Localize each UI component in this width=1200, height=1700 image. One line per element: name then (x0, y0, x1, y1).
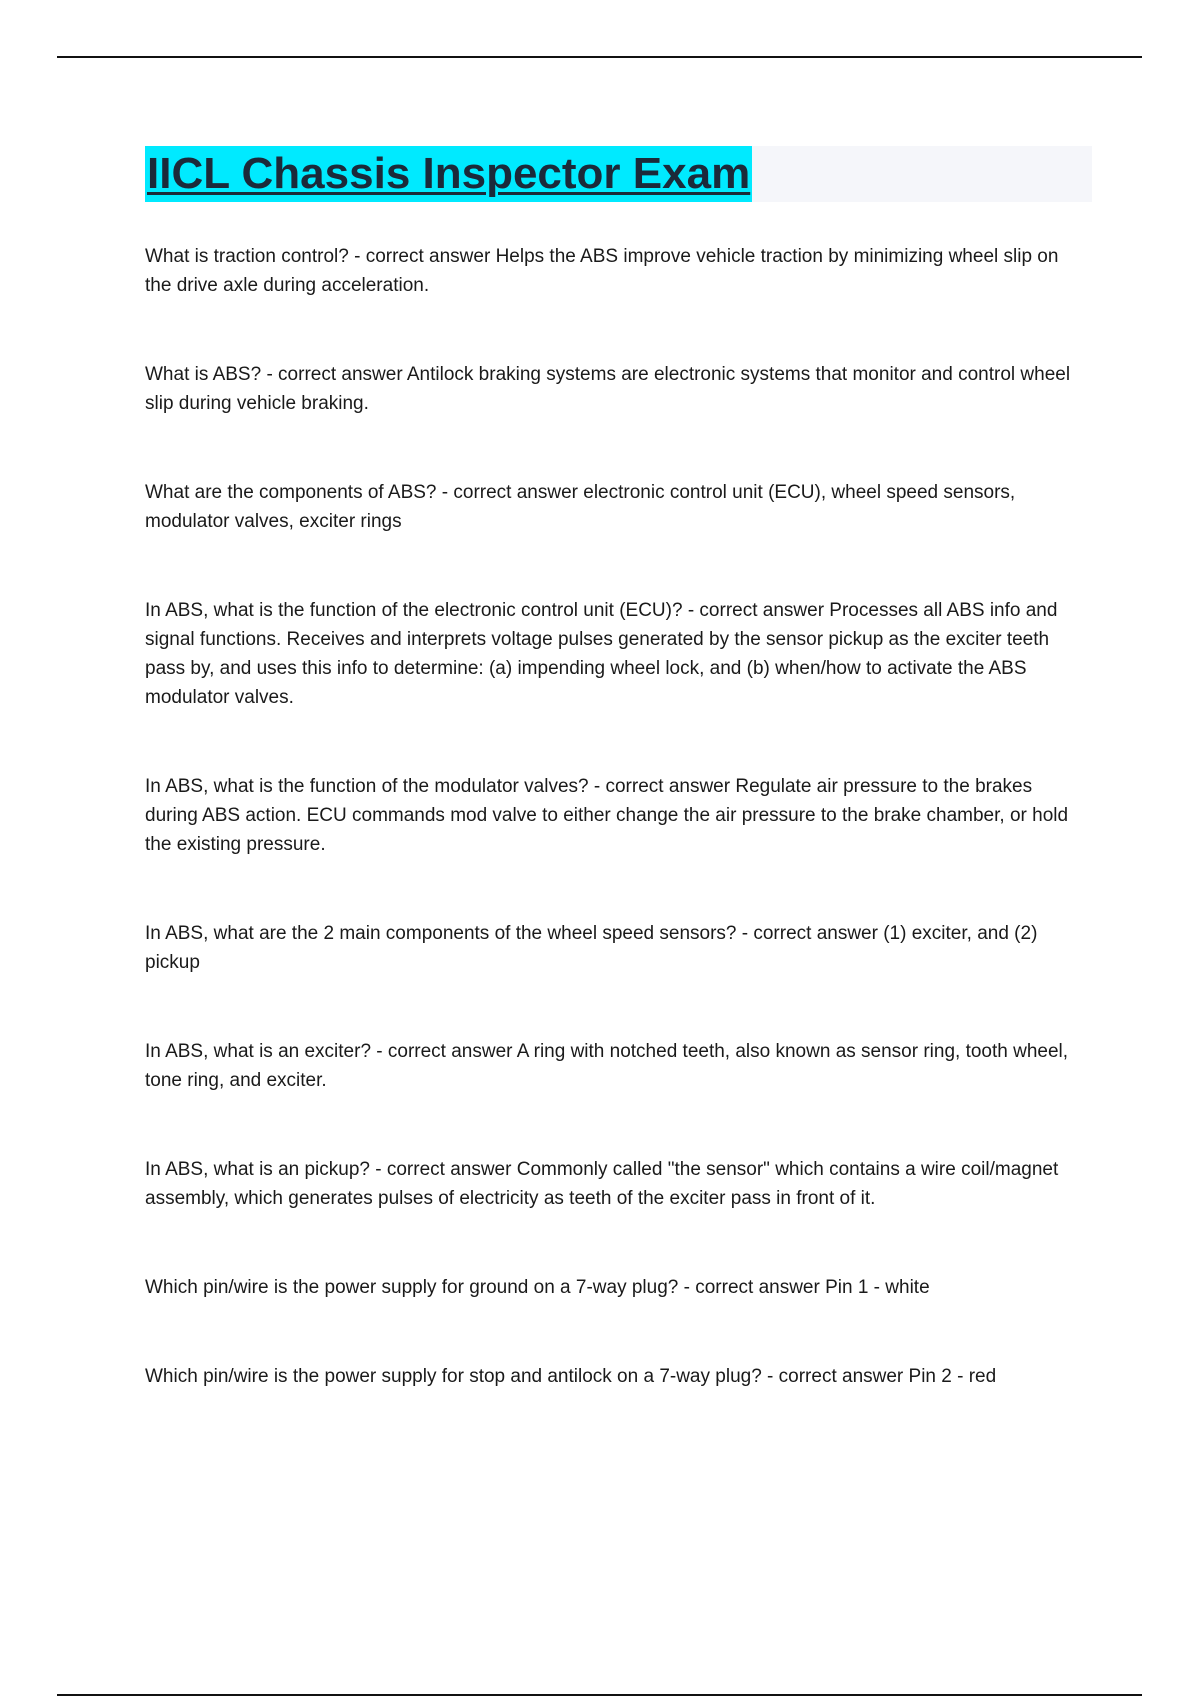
qa-entry-abs: What is ABS? - correct answer Antilock braking systems are electronic systems that monitor and control wheel slip during vehicle braking. (145, 364, 1071, 414)
page-title: IICL Chassis Inspector Exam (145, 146, 752, 202)
qa-entry-exciter: In ABS, what is an exciter? - correct answer A ring with notched teeth, also known as sensor ring, tooth wheel, tone ring, and exciter. (145, 1041, 1069, 1091)
bottom-rule (57, 1694, 1142, 1696)
qa-entry-ecu-function: In ABS, what is the function of the electronic control unit (ECU)? - correct answer Processes all ABS info and signal functions. Receives and interprets voltage pulses generated by the sensor pickup as the exciter teeth pass by, and uses this info to determine: (a) impending wheel lock, and (b) when/how to activate the ABS modulator valves. (145, 600, 1058, 708)
qa-entry-abs-components: What are the components of ABS? - correct answer electronic control unit (ECU), wheel speed sensors, modulator valves, exciter rings (145, 482, 1016, 532)
qa-entry-traction-control: What is traction control? - correct answer Helps the ABS improve vehicle traction by minimizing wheel slip on the drive axle during acceleration. (145, 246, 1059, 296)
qa-entry-pickup: In ABS, what is an pickup? - correct answer Commonly called "the sensor" which contains a wire coil/magnet assembly, which generates pulses of electricity as teeth of the exciter pass in front of it. (145, 1159, 1059, 1209)
qa-entry-wheel-speed-sensors: In ABS, what are the 2 main components of the wheel speed sensors? - correct answer (1) exciter, and (2) pickup (145, 923, 1038, 973)
qa-list (145, 242, 1075, 1391)
qa-entry-pin-2: Which pin/wire is the power supply for stop and antilock on a 7-way plug? - correct answer Pin 2 - red (145, 1366, 997, 1387)
qa-entry-pin-1: Which pin/wire is the power supply for ground on a 7-way plug? - correct answer Pin 1 - white (145, 1277, 930, 1298)
qa-entry-modulator-valves: In ABS, what is the function of the modulator valves? - correct answer Regulate air pressure to the brakes during ABS action. ECU commands mod valve to either change the air pressure to the brake chamber, or hold the existing pressure. (145, 776, 1069, 855)
top-rule (57, 56, 1142, 58)
